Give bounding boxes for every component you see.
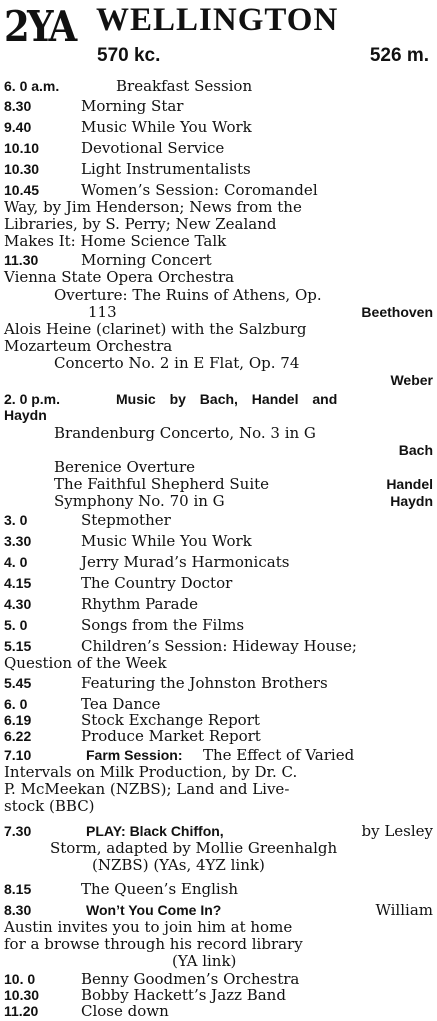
entry-title: Light Instrumentalists	[81, 160, 251, 178]
entry-time: 9.40	[4, 119, 32, 135]
entry-title: Breakfast Session	[116, 77, 253, 95]
entry-lead: Farm Session:	[86, 747, 183, 763]
entry-continuation: Makes It: Home Science Talk	[4, 232, 227, 250]
entry-time: 5. 0	[4, 617, 28, 633]
entry-time: 11.30	[4, 252, 39, 268]
entry-title: Featuring the Johnston Brothers	[81, 674, 328, 692]
entry-continuation: stock (BBC)	[4, 797, 95, 815]
entry-continuation: Way, by Jim Henderson; News from the	[4, 198, 302, 216]
entry-continuation	[4, 406, 433, 424]
program-detail: Mozarteum Orchestra	[4, 337, 173, 355]
entry-time: 10.30	[4, 161, 40, 177]
entry-title: Songs from the Films	[81, 616, 245, 634]
program-composer: Beethoven	[361, 304, 433, 320]
entry-time: 3.30	[4, 533, 32, 549]
entry-title: Morning Concert	[81, 251, 212, 269]
entry-continuation: (NZBS) (YAs, 4YZ link)	[92, 856, 265, 874]
entry-time: 10.10	[4, 140, 40, 156]
entry-title: The Queen’s English	[81, 880, 239, 898]
entry-title: Bobby Hackett’s Jazz Band	[81, 986, 286, 1004]
entry-title: Devotional Service	[81, 139, 225, 157]
entry-time: 4. 0	[4, 554, 28, 570]
program-composer: Weber	[390, 372, 433, 388]
program-detail: Concerto No. 2 in E Flat, Op. 74	[54, 354, 300, 372]
entry-title: Stock Exchange Report	[81, 711, 260, 729]
entry-title: Produce Market Report	[81, 727, 261, 745]
entry-continuation: Intervals on Milk Production, by Dr. C.	[4, 763, 298, 781]
station-wavelength: 526 m.	[369, 45, 429, 66]
entry-continuation: Storm, adapted by Mollie Greenhalgh	[50, 839, 338, 857]
program-detail: Berenice Overture	[54, 458, 196, 476]
entry-lead: PLAY: Black Chiffon,	[86, 823, 224, 839]
program-detail: 113	[88, 303, 117, 321]
program-detail: Alois Heine (clarinet) with the Salzburg	[4, 320, 307, 338]
entry-lead: Won’t You Come In?	[86, 902, 222, 918]
entry-continuation: P. McMeekan (NZBS); Land and Live-	[4, 780, 290, 798]
entry-title: Morning Star	[81, 97, 184, 115]
entry-time: 4.15	[4, 575, 32, 591]
program-composer: Handel	[386, 476, 433, 492]
entry-title: Tea Dance	[81, 695, 161, 713]
entry-time: 2. 0 p.m.	[4, 391, 61, 407]
entry-continuation: Question of the Week	[4, 654, 167, 672]
entry-title: Close down	[81, 1002, 169, 1020]
entry-title: Children’s Session: Hideway House;	[81, 637, 357, 655]
entry-title: Music by Bach, Handel and	[116, 391, 338, 407]
entry-title: Stepmother	[81, 511, 171, 529]
program-detail: Vienna State Opera Orchestra	[4, 268, 235, 286]
entry-time: 7.30	[4, 823, 32, 839]
program-detail: Brandenburg Concerto, No. 3 in G	[54, 424, 316, 442]
entry-title: The Country Doctor	[81, 574, 233, 592]
program-composer: Bach	[398, 442, 433, 458]
entry-time: 6. 0 a.m.	[4, 78, 60, 94]
station-call-sign: 2YA	[4, 2, 75, 51]
entry-time: 6.22	[4, 728, 32, 744]
program-composer: Haydn	[390, 493, 433, 509]
entry-time: 10.30	[4, 987, 40, 1003]
entry-time: 11.20	[4, 1003, 39, 1019]
entry-time: 8.15	[4, 881, 32, 897]
entry-title-continued: Haydn	[4, 407, 47, 423]
program-detail: The Faithful Shepherd Suite	[54, 475, 270, 493]
entry-title: William	[375, 901, 433, 919]
entry-time: 6. 0	[4, 696, 28, 712]
entry-title: The Effect of Varied	[203, 746, 355, 764]
entry-time: 8.30	[4, 902, 32, 918]
entry-continuation: Libraries, by S. Perry; New Zealand	[4, 215, 277, 233]
entry-continuation: for a browse through his record library	[4, 935, 303, 953]
entry-title: Women’s Session: Coromandel	[81, 181, 318, 199]
entry-time: 7.10	[4, 747, 32, 763]
entry-time: 3. 0	[4, 512, 28, 528]
program-detail: Symphony No. 70 in G	[54, 492, 225, 510]
entry-title: by Lesley	[361, 822, 433, 840]
entry-title: Music While You Work	[81, 118, 252, 136]
entry-title: Music While You Work	[81, 532, 252, 550]
entry-title: Rhythm Parade	[81, 595, 199, 613]
entry-time: 10. 0	[4, 971, 36, 987]
entry-time: 5.45	[4, 675, 32, 691]
entry-continuation: (YA link)	[172, 952, 237, 970]
entry-time: 10.45	[4, 182, 40, 198]
entry-time: 5.15	[4, 638, 32, 654]
station-frequency: 570 kc.	[97, 45, 161, 66]
entry-title: Benny Goodmen’s Orchestra	[81, 970, 300, 988]
program-detail: Overture: The Ruins of Athens, Op.	[54, 286, 322, 304]
entry-time: 6.19	[4, 712, 32, 728]
entry-title: Jerry Murad’s Harmonicats	[81, 553, 290, 571]
station-city: WELLINGTON	[96, 2, 339, 38]
entry-time: 4.30	[4, 596, 32, 612]
entry-time: 8.30	[4, 98, 32, 114]
entry-continuation: Austin invites you to join him at home	[4, 918, 293, 936]
